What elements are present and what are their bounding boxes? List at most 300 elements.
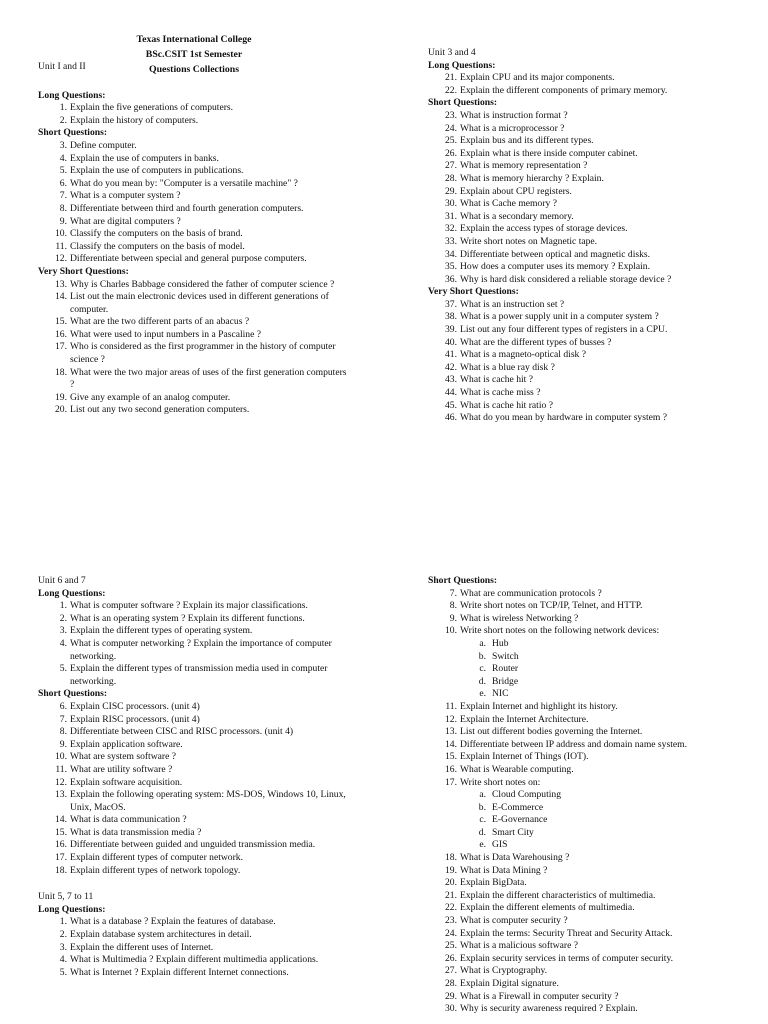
item-text: Explain what is there inside computer cabinet. [460, 147, 638, 159]
item-number: 27. [445, 965, 457, 977]
list-item [38, 316, 350, 329]
item-text: What do you mean by hardware in computer system ? [460, 412, 668, 424]
item-number: 3. [59, 941, 67, 953]
item-number: 19. [445, 864, 457, 876]
list-item [428, 1003, 746, 1016]
network-devices-list [428, 638, 746, 701]
list-item [38, 814, 350, 827]
question-list [38, 701, 350, 877]
list-item [38, 942, 350, 955]
item-text: Explain BigData. [460, 877, 527, 889]
item-number: 5. [59, 966, 67, 978]
item-text: Explain the five generations of computers. [70, 102, 234, 114]
list-item [428, 349, 740, 362]
item-text: What is data transmission media ? [70, 826, 202, 838]
item-number: 1. [59, 102, 67, 114]
item-text: Explain different types of network topology. [70, 864, 241, 876]
list-item [428, 676, 746, 689]
list-item [38, 341, 350, 366]
item-text: What is data communication ? [70, 814, 187, 826]
item-text: What is a Firewall in computer security ? [460, 990, 619, 1002]
list-item [428, 299, 740, 312]
item-number: 30. [445, 1003, 457, 1015]
item-number: 26. [445, 952, 457, 964]
item-number: 31. [445, 210, 457, 222]
item-number: 22. [445, 902, 457, 914]
item-text: Write short notes on: [460, 776, 541, 788]
item-text: Differentiate between third and fourth generation computers. [70, 202, 304, 214]
item-text: What is computer security ? [460, 915, 568, 927]
item-number: 9. [59, 738, 67, 750]
item-text: Explain the terms: Security Threat and Security Attack. [460, 927, 673, 939]
item-number: 41. [445, 349, 457, 361]
item-text: Give any example of an analog computer. [70, 391, 231, 403]
item-number: 9. [59, 215, 67, 227]
list-item [428, 211, 740, 224]
list-item [428, 965, 746, 978]
list-item [428, 751, 746, 764]
item-number: 2. [59, 114, 67, 126]
item-number: 4. [59, 954, 67, 966]
item-number: 15. [445, 751, 457, 763]
list-item [38, 751, 350, 764]
item-text: Differentiate between IP address and domain name system. [460, 738, 687, 750]
item-number: 39. [445, 324, 457, 336]
item-text: What are communication protocols ? [460, 587, 602, 599]
item-number: 8. [59, 726, 67, 738]
item-text: What is a computer system ? [70, 190, 181, 202]
list-item [38, 253, 350, 266]
question-list [38, 916, 350, 979]
item-text: Classify the computers on the basis of model. [70, 240, 245, 252]
list-item [428, 249, 740, 262]
item-number: e. [479, 839, 486, 851]
list-item [428, 877, 746, 890]
list-item [428, 701, 746, 714]
item-number: 8. [59, 202, 67, 214]
item-number: 14. [445, 738, 457, 750]
item-number: 23. [445, 109, 457, 121]
item-number: 7. [59, 713, 67, 725]
list-item [428, 638, 746, 651]
topics-list [428, 789, 746, 852]
item-number: b. [478, 801, 486, 813]
list-item [38, 967, 350, 980]
item-text: Explain CISC processors. (unit 4) [70, 700, 200, 712]
section-unit-6-7 [38, 575, 350, 979]
item-number: 28. [445, 978, 457, 989]
item-number: 12. [55, 776, 67, 788]
item-number: 16. [55, 839, 67, 851]
list-item [38, 216, 350, 229]
list-item [428, 739, 746, 752]
list-item [428, 148, 740, 161]
item-text: Explain application software. [70, 738, 183, 750]
item-number: 18. [55, 366, 67, 378]
list-item [428, 940, 746, 953]
item-text: Why is Charles Babbage considered the father of computer science ? [70, 278, 335, 290]
item-number: 23. [445, 915, 457, 927]
item-text: Explain CPU and its major components. [460, 72, 615, 84]
item-text: Explain Internet and highlight its history. [460, 700, 618, 712]
short-questions-heading: Short Questions: [428, 97, 498, 109]
list-item [38, 329, 350, 342]
item-text: What is instruction format ? [460, 109, 568, 121]
item-text: What is a database ? Explain the features of database. [70, 916, 276, 928]
item-number: 44. [445, 387, 457, 399]
list-item [428, 789, 746, 802]
college-name: Texas International College [136, 34, 252, 45]
list-item [428, 261, 740, 274]
item-text: Write short notes on TCP/IP, Telnet, and HTTP. [460, 600, 643, 612]
item-number: 3. [59, 625, 67, 637]
list-item [428, 714, 746, 727]
list-item [428, 236, 740, 249]
item-text: Explain the different characteristics of multimedia. [460, 889, 656, 901]
list-item [38, 777, 350, 790]
list-item [38, 367, 350, 392]
item-number: 15. [55, 316, 67, 328]
list-item [38, 929, 350, 942]
item-text: Explain the different elements of multimedia. [460, 902, 635, 914]
item-number: 4. [59, 152, 67, 164]
item-number: 19. [55, 391, 67, 403]
item-number: 5. [59, 165, 67, 177]
item-text: Differentiate between CISC and RISC processors. (unit 4) [70, 726, 294, 738]
item-text: What are utility software ? [70, 763, 173, 775]
item-text: What is cache hit ? [460, 374, 533, 386]
item-text: How does a computer uses its memory ? Explain. [460, 261, 650, 273]
item-text: Why is security awareness required ? Explain. [460, 1003, 638, 1015]
item-text: Explain database system architectures in detail. [70, 929, 252, 941]
unit-label: Unit 3 and 4 [428, 47, 476, 58]
item-number: 16. [445, 763, 457, 775]
item-number: 13. [445, 726, 457, 738]
document-title: Questions Collections [148, 64, 240, 75]
question-list [428, 701, 746, 789]
item-text: Explain security services in terms of computer security. [460, 952, 674, 964]
item-text: What is cache miss ? [460, 387, 541, 399]
item-number: 13. [55, 278, 67, 290]
item-number: 15. [55, 826, 67, 838]
list-item [38, 291, 350, 316]
item-number: 20. [445, 877, 457, 889]
item-text: List out any four different types of registers in a CPU. [460, 324, 668, 336]
item-text: Classify the computers on the basis of brand. [70, 228, 243, 240]
list-item [38, 625, 350, 638]
list-item [38, 165, 350, 178]
item-number: 18. [445, 852, 457, 864]
section-short-questions-cont [428, 575, 746, 1016]
item-text: E-Governance [492, 814, 548, 826]
item-text: Switch [492, 650, 519, 662]
item-number: e. [479, 688, 486, 700]
item-number: 36. [445, 273, 457, 285]
item-text: Who is considered as the first programmer in the history of computer science ? [70, 341, 336, 366]
list-item [428, 588, 746, 601]
question-list [428, 299, 740, 425]
item-number: 8. [449, 600, 457, 612]
section-unit-3-4 [428, 47, 740, 425]
item-text: Define computer. [70, 139, 137, 151]
item-number: 3. [59, 139, 67, 151]
list-item [38, 726, 350, 739]
list-item [428, 412, 740, 425]
list-item [428, 928, 746, 941]
item-text: Explain the different components of primary memory. [460, 84, 668, 96]
question-list [38, 600, 350, 688]
list-item [38, 190, 350, 203]
item-text: Explain the use of computers in publications. [70, 165, 244, 177]
item-text: What is Internet ? Explain different Internet connections. [70, 966, 289, 978]
item-number: 30. [445, 198, 457, 210]
item-number: 13. [55, 789, 67, 801]
item-number: 24. [445, 927, 457, 939]
list-item [428, 852, 746, 865]
item-number: 17. [445, 776, 457, 788]
question-list [428, 588, 746, 638]
item-number: 14. [55, 291, 67, 303]
item-number: 20. [55, 404, 67, 416]
item-text: What is a magneto-optical disk ? [460, 349, 587, 361]
item-number: 18. [55, 864, 67, 876]
item-number: 21. [445, 889, 457, 901]
list-item [428, 337, 740, 350]
item-number: 43. [445, 374, 457, 386]
unit-label: Unit I and II [38, 61, 86, 72]
item-text: What are the different types of busses ? [460, 336, 612, 348]
list-item [428, 160, 740, 173]
question-list [428, 72, 740, 97]
item-number: 11. [55, 240, 67, 252]
list-item [38, 663, 350, 688]
program-name: BSc.CSIT 1st Semester [145, 49, 243, 60]
item-text: List out the main electronic devices used in different generations of computer. [70, 291, 329, 315]
item-text: GIS [492, 839, 508, 851]
item-text: Explain the different types of transmission media used in computer networking. [70, 663, 328, 687]
item-number: 40. [445, 336, 457, 348]
very-short-questions-heading: Very Short Questions: [38, 265, 129, 277]
list-item [38, 241, 350, 254]
list-item [38, 827, 350, 840]
item-text: Explain the following operating system: MS-DOS, Windows 10, Linux, Unix, MacOS. [70, 789, 346, 813]
list-item [38, 613, 350, 626]
long-questions-heading: Long Questions: [38, 89, 106, 101]
item-number: a. [479, 789, 486, 801]
item-number: c. [479, 663, 486, 675]
item-number: 34. [445, 248, 457, 260]
list-item [428, 991, 746, 1004]
list-item [428, 915, 746, 928]
list-item [428, 764, 746, 777]
item-text: What is an operating system ? Explain its different functions. [70, 612, 305, 624]
item-number: 25. [445, 940, 457, 952]
item-number: 12. [445, 713, 457, 725]
list-item [38, 789, 350, 814]
list-item [38, 954, 350, 967]
list-item [38, 203, 350, 216]
item-text: Bridge [492, 675, 519, 687]
long-questions-heading: Long Questions: [38, 903, 106, 915]
item-text: Explain the history of computers. [70, 114, 199, 126]
list-item [428, 324, 740, 337]
item-text: Explain about CPU registers. [460, 185, 572, 197]
item-number: 38. [445, 311, 457, 323]
list-item [38, 638, 350, 663]
question-list [38, 140, 350, 266]
item-number: 14. [55, 814, 67, 826]
item-number: 27. [445, 160, 457, 172]
item-number: 32. [445, 223, 457, 235]
item-text: Write short notes on the following network devices: [460, 625, 660, 637]
item-text: Explain the different uses of Internet. [70, 941, 214, 953]
item-number: d. [478, 826, 486, 838]
list-item [428, 110, 740, 123]
item-text: Explain software acquisition. [70, 776, 183, 788]
item-number: 17. [55, 341, 67, 353]
list-item [428, 625, 746, 638]
list-item [38, 153, 350, 166]
item-text: What is memory representation ? [460, 160, 588, 172]
list-item [38, 865, 350, 878]
list-item [428, 726, 746, 739]
item-number: 22. [445, 84, 457, 96]
item-number: b. [478, 650, 486, 662]
list-item [428, 400, 740, 413]
item-text: Differentiate between guided and unguided transmission media. [70, 839, 316, 851]
list-item [38, 852, 350, 865]
question-list [428, 852, 746, 1016]
item-text: What are the two different parts of an abacus ? [70, 316, 250, 328]
list-item [428, 802, 746, 815]
item-text: What is computer software ? Explain its major classifications. [70, 600, 308, 612]
item-number: c. [479, 814, 486, 826]
list-item [428, 953, 746, 966]
item-text: What is Cryptography. [460, 965, 548, 977]
item-text: What is a microprocessor ? [460, 122, 565, 134]
item-text: What is cache hit ratio ? [460, 399, 553, 411]
item-number: 28. [445, 172, 457, 184]
list-item [38, 714, 350, 727]
very-short-questions-heading: Very Short Questions: [428, 286, 519, 298]
item-text: What is Multimedia ? Explain different multimedia applications. [70, 954, 319, 966]
item-number: 29. [445, 185, 457, 197]
item-text: What are digital computers ? [70, 215, 181, 227]
list-item [428, 651, 746, 664]
list-item [428, 663, 746, 676]
short-questions-heading: Short Questions: [428, 575, 498, 586]
item-number: 21. [445, 72, 457, 84]
list-item [38, 404, 350, 417]
list-item [428, 72, 740, 85]
section-unit-1-2 [38, 32, 350, 417]
list-item [38, 600, 350, 613]
unit-label: Unit 6 and 7 [38, 575, 86, 586]
item-number: 42. [445, 361, 457, 373]
item-text: Explain the different types of operating system. [70, 625, 253, 637]
list-item [428, 173, 740, 186]
item-text: What is Cache memory ? [460, 198, 557, 210]
list-item [428, 362, 740, 375]
list-item [38, 739, 350, 752]
item-text: What is an instruction set ? [460, 298, 565, 310]
question-list [428, 110, 740, 286]
item-text: What is a malicious software ? [460, 940, 579, 952]
list-item [428, 274, 740, 287]
item-text: Cloud Computing [492, 789, 562, 801]
item-text: Explain the access types of storage devices. [460, 223, 628, 235]
list-item [428, 777, 746, 790]
item-text: Explain the Internet Architecture. [460, 713, 589, 725]
item-text: What is a secondary memory. [460, 210, 574, 222]
item-number: 25. [445, 135, 457, 147]
item-number: 37. [445, 298, 457, 310]
item-number: a. [479, 637, 486, 649]
question-list [38, 279, 350, 418]
item-number: d. [478, 675, 486, 687]
item-text: Hub [492, 637, 509, 649]
list-item [428, 198, 740, 211]
list-item [38, 839, 350, 852]
list-item [38, 178, 350, 191]
list-item [428, 827, 746, 840]
item-text: Explain the use of computers in banks. [70, 152, 219, 164]
item-number: 29. [445, 990, 457, 1002]
item-number: 1. [59, 600, 67, 612]
list-item [38, 140, 350, 153]
item-number: 46. [445, 412, 457, 424]
list-item [38, 279, 350, 292]
list-item [38, 392, 350, 405]
long-questions-heading: Long Questions: [38, 587, 106, 599]
item-text: Smart City [492, 826, 534, 838]
item-text: What are system software ? [70, 751, 177, 763]
short-questions-heading: Short Questions: [38, 127, 108, 139]
item-number: 6. [59, 700, 67, 712]
item-number: 2. [59, 612, 67, 624]
item-number: 5. [59, 663, 67, 675]
list-item [428, 613, 746, 626]
item-text: What is a blue ray disk ? [460, 361, 555, 373]
question-list [38, 102, 350, 127]
list-item [428, 223, 740, 236]
list-item [428, 311, 740, 324]
list-item [428, 902, 746, 915]
item-text: Write short notes on Magnetic tape. [460, 235, 598, 247]
item-number: 2. [59, 929, 67, 941]
list-item [428, 85, 740, 98]
list-item [428, 186, 740, 199]
item-text: What is Data Mining ? [460, 864, 548, 876]
list-item [428, 978, 746, 991]
item-text: What is a power supply unit in a computer system ? [460, 311, 659, 323]
item-text: Explain bus and its different types. [460, 135, 594, 147]
item-text: Explain RISC processors. (unit 4) [70, 713, 200, 725]
item-text: Why is hard disk considered a reliable storage device ? [460, 273, 672, 285]
list-item [428, 123, 740, 136]
item-number: 33. [445, 235, 457, 247]
item-number: 4. [59, 637, 67, 649]
list-item [428, 890, 746, 903]
unit-label: Unit 5, 7 to 11 [38, 891, 94, 903]
item-number: 17. [55, 852, 67, 864]
item-text: Differentiate between optical and magnetic disks. [460, 248, 651, 260]
item-number: 45. [445, 399, 457, 411]
item-number: 6. [59, 177, 67, 189]
item-number: 11. [55, 763, 67, 775]
item-number: 10. [445, 625, 457, 637]
list-item [428, 135, 740, 148]
